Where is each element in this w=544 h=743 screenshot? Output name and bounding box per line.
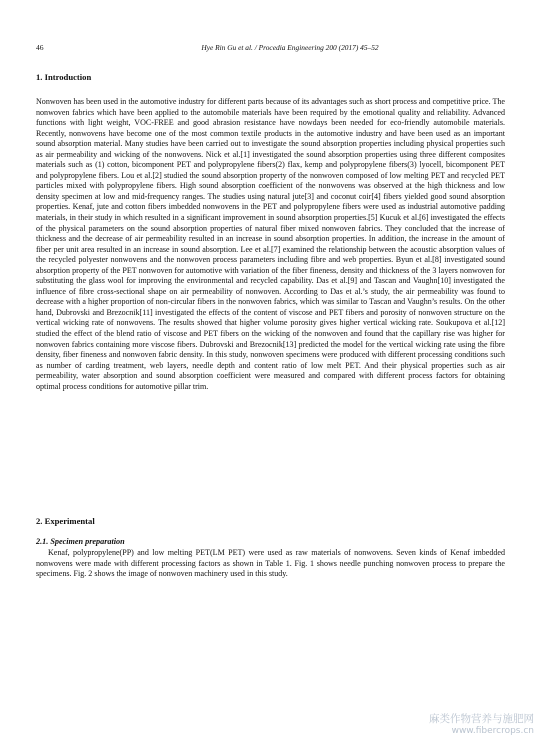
section-heading-introduction: 1. Introduction <box>36 72 92 82</box>
experimental-paragraph: Kenaf, polypropylene(PP) and low melting PET(LM PET) were used as raw materials of nonwovens. Seven kinds of Kenaf imbedded nonwovens were made with different processing factors as shown in Table 1. Fig. 1 shows needle punching nonwoven process to prepare the specimens. Fig. 2 shows the image of nonwoven machinery used in this study. <box>36 548 505 579</box>
watermark-line-2: www.fibercrops.cn <box>451 726 534 736</box>
subsection-heading-specimen-preparation: 2.1. Specimen preparation <box>36 537 125 546</box>
running-head: Hye Rin Gu et al. / Procedia Engineering 200 (2017) 45–52 <box>201 43 379 52</box>
watermark <box>429 713 534 737</box>
introduction-paragraph: Nonwoven has been used in the automotive industry for different parts because of its advantages such as short process and competitive price. The nonwoven fabrics which have been applied to the automobile materials have been required by the emotional quality and reliability. Advanced functions with light weight, VOC-FREE and good abrasion resistance have nowdays been needed for eco-friendly automobile materials. Recently, nonwovens have become one of the most common textile products in the automotive industry and have been used as an important sound absorption material. Many studies have been carried out to investigate the sound absorption properties including physical properties such as air permeability and wicking of the nonwovens. Nick et al.[1] investigated the sound absorption properties using three different composites materials such as (1) cotton, bicomponent PET and polypropylene fibers(2) flax, kemp and polypropylene fibers(3) lyocell, bicomponent PET and polypropylene fibers. Lou et al.[2] studied the sound absorption property of the nonwoven composed of low melting PET and recycled PET particles mixed with polypropylene fibers. High sound absorption coefficient of the nonwovens was observed at the high thickness and low density specimen at low and mid-frequency ranges. The studies using natural jute[3] and coconut coir[4] fibers yielded good sound absorption properties. Kenaf, jute and cotton fibers imbedded nonwovens in the PET and polypropylene fibers were used as industrial automotive padding materials, in their study in which resulted in a significant improvement in sound absorption properties.[5] Kucuk et al.[6] investigated the effects of the physical parameters on the sound absorption properties of natural fiber mixed nonwoven fabrics. They concluded that the increase of thickness and the decrease of air permeability resulted in an increase in sound absorption properties. In addition, the increase in the amount of fiber per unit area resulted in an increase in sound absorption. Lee et al.[7] examined the relationship between the acoustic absorption values of the recycled polyester nonwovens and the nonwoven process parameters including fibre and web properties. Byun et al.[8] investigated sound absorption property of the PET nonwoven for automotive with variation of the fiber fineness, density and thickness of the 3 layers nonwoven for substituting the glass wool for improving the environmental and recycled capability. Das et al.[9] and Tascan and Vaughn[10] investigated the influence of fibre cross-sectional shape on air permeability of nonwoven. According to Das et al.’s study, the air permeability was found to decrease with a higher proportion of non-circular fibers in the nonwoven fabrics, which was similar to Tascan and Vaughn’s results. On the other hand, Dubrovski and Brezocnik[11] investigated the effects of the content of viscose and PET fibers and porosity of nonwoven structure on the vertical wicking rate of nonwovens. The results showed that higher volume porosity gives higher vertical wicking rate. Soukupova et al.[12] studied the effect of the blend ratio of viscose and PET fibers on the wicking of the nonwoven and found that the capillary rise was higher for nonwoven fabrics containing more viscose fibers. Dubrovski and Brezocnik[13] predicted the model for the vertical wicking rate using the fibre density, fiber fineness and nonwoven fabric density. In this study, nonwoven specimens were produced with different processing conditions such as number of carding treatment, web layers, needle depth and content ratio of low melt PET. And their physical properties such as air permeability, water absorption and sound absorption coefficient were measured and compared with different process factors for obtaining optimal process conditions for automotive pillar trim. <box>36 97 505 391</box>
page-number: 46 <box>36 43 44 52</box>
watermark-line-1: 麻类作物营养与施肥网 <box>429 713 534 725</box>
section-heading-experimental: 2. Experimental <box>36 516 95 526</box>
